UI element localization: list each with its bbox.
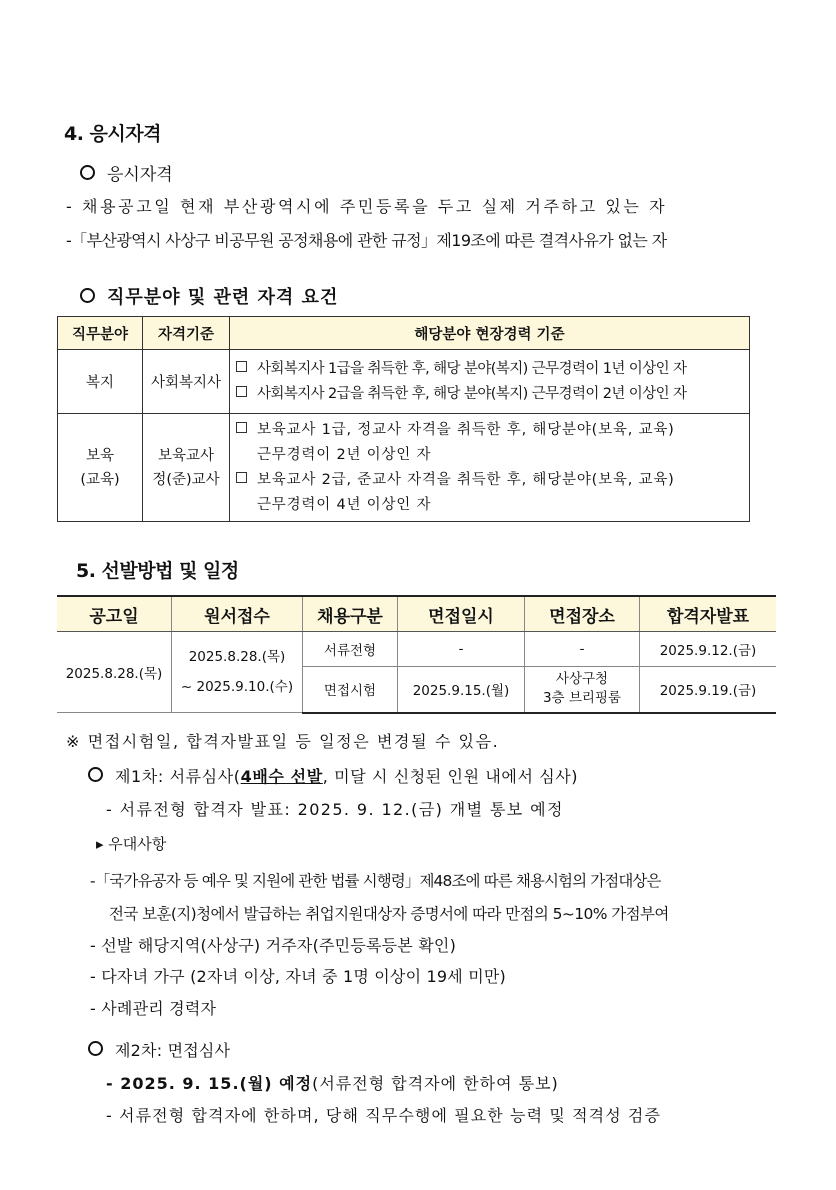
row-welfare-field: 복지: [58, 350, 143, 414]
eligibility-line-2: -「부산광역시 사상구 비공무원 공정채용에 관한 규정」제19조에 따른 결격사유가 없는 자: [66, 231, 667, 250]
preference-title: ▸ 우대사항: [96, 835, 167, 853]
eligibility-line-1: - 채용공고일 현재 부산광역시에 주민등록을 두고 실제 거주하고 있는 자: [66, 197, 668, 216]
header-interview-place: 면접장소: [525, 596, 640, 632]
header-apply: 원서접수: [172, 596, 303, 632]
subheading-eligibility: [80, 160, 173, 185]
step1-result-line: - 서류전형 합격자 발표: 2025. 9. 12.(금) 개별 통보 예정: [106, 800, 564, 819]
notice-date: 2025.8.28.(목): [57, 632, 172, 713]
subheading-label: 직무분야 및 관련 자격 요건: [107, 287, 339, 308]
list-item: 보육교사 1급, 정교사 자격을 취득한 후, 해당분야(보육, 교육): [236, 418, 743, 443]
row-childcare-qual: 보육교사 정(준)교사: [143, 414, 230, 522]
qualification-table: [57, 316, 750, 522]
circle-bullet-icon: [88, 1041, 103, 1056]
header-notice: 공고일: [57, 596, 172, 632]
preference-line-4: - 사례관리 경력자: [90, 999, 217, 1018]
preference-line-2: - 선발 해당지역(사상구) 거주자(주민등록등본 확인): [90, 936, 457, 955]
interview-place-2: 사상구청 3층 브리핑룸: [525, 667, 640, 713]
list-item: 사회복지사 2급을 취득한 후, 해당 분야(복지) 근무경력이 2년 이상인 자: [236, 382, 743, 407]
row-welfare-qual: 사회복지사: [143, 350, 230, 414]
preference-line-3: - 다자녀 가구 (2자녀 이상, 자녀 중 1명 이상이 19세 미만): [90, 967, 506, 986]
circle-bullet-icon: [80, 165, 95, 180]
step1-heading: 제1차: 서류심사(4배수 선발, 미달 시 신청된 인원 내에서 심사): [88, 764, 578, 787]
header-field: 직무분야: [58, 317, 143, 350]
step2-line-1: - 2025. 9. 15.(월) 예정(서류전형 합격자에 한하여 통보): [106, 1074, 559, 1093]
square-bullet-icon: [236, 361, 247, 372]
subheading-job-field: [80, 283, 338, 309]
section-4-title: 4. 응시자격: [64, 123, 161, 145]
result-date-1: 2025.9.12.(금): [640, 632, 777, 667]
row-childcare-items: [230, 414, 750, 522]
list-item-cont: 근무경력이 2년 이상인 자: [257, 446, 432, 463]
header-qual: 자격기준: [143, 317, 230, 350]
header-result: 합격자발표: [640, 596, 777, 632]
apply-period: 2025.8.28.(목) ~ 2025.9.10.(수): [172, 632, 303, 713]
schedule-table: [57, 595, 776, 714]
list-item: 보육교사 2급, 준교사 자격을 취득한 후, 해당분야(보육, 교육): [236, 468, 743, 493]
result-date-2: 2025.9.19.(금): [640, 667, 777, 713]
header-interview-date: 면접일시: [398, 596, 525, 632]
square-bullet-icon: [236, 472, 247, 483]
subheading-label: 응시자격: [107, 165, 173, 185]
list-item-cont: 근무경력이 4년 이상인 자: [257, 496, 432, 513]
schedule-note: ※ 면접시험일, 합격자발표일 등 일정은 변경될 수 있음.: [66, 732, 500, 751]
square-bullet-icon: [236, 386, 247, 397]
preference-line-1b: 전국 보훈(지)청에서 발급하는 취업지원대상자 증명서에 따라 만점의 5~10% 가점부여: [109, 905, 669, 923]
square-bullet-icon: [236, 422, 247, 433]
type-interview: 면접시험: [303, 667, 398, 713]
circle-bullet-icon: [80, 288, 95, 303]
step2-line-2: - 서류전형 합격자에 한하며, 당해 직무수행에 필요한 능력 및 적격성 검증: [106, 1106, 662, 1125]
interview-place-1: -: [525, 632, 640, 667]
type-document: 서류전형: [303, 632, 398, 667]
interview-date-2: 2025.9.15.(월): [398, 667, 525, 713]
header-type: 채용구분: [303, 596, 398, 632]
row-welfare-items: [230, 350, 750, 414]
preference-line-1a: -「국가유공자 등 예우 및 지원에 관한 법률 시행령」제48조에 따른 채용시험의 가점대상은: [90, 872, 661, 890]
row-childcare-field: 보육 (교육): [58, 414, 143, 522]
interview-date-1: -: [398, 632, 525, 667]
step1-highlight: 4배수 선발: [240, 767, 323, 786]
section-5-title: 5. 선발방법 및 일정: [76, 560, 239, 582]
step2-heading: 제2차: 면접심사: [88, 1038, 230, 1061]
header-experience: 해당분야 현장경력 기준: [230, 317, 750, 350]
list-item: 사회복지사 1급을 취득한 후, 해당 분야(복지) 근무경력이 1년 이상인 자: [236, 357, 743, 382]
circle-bullet-icon: [88, 767, 103, 782]
